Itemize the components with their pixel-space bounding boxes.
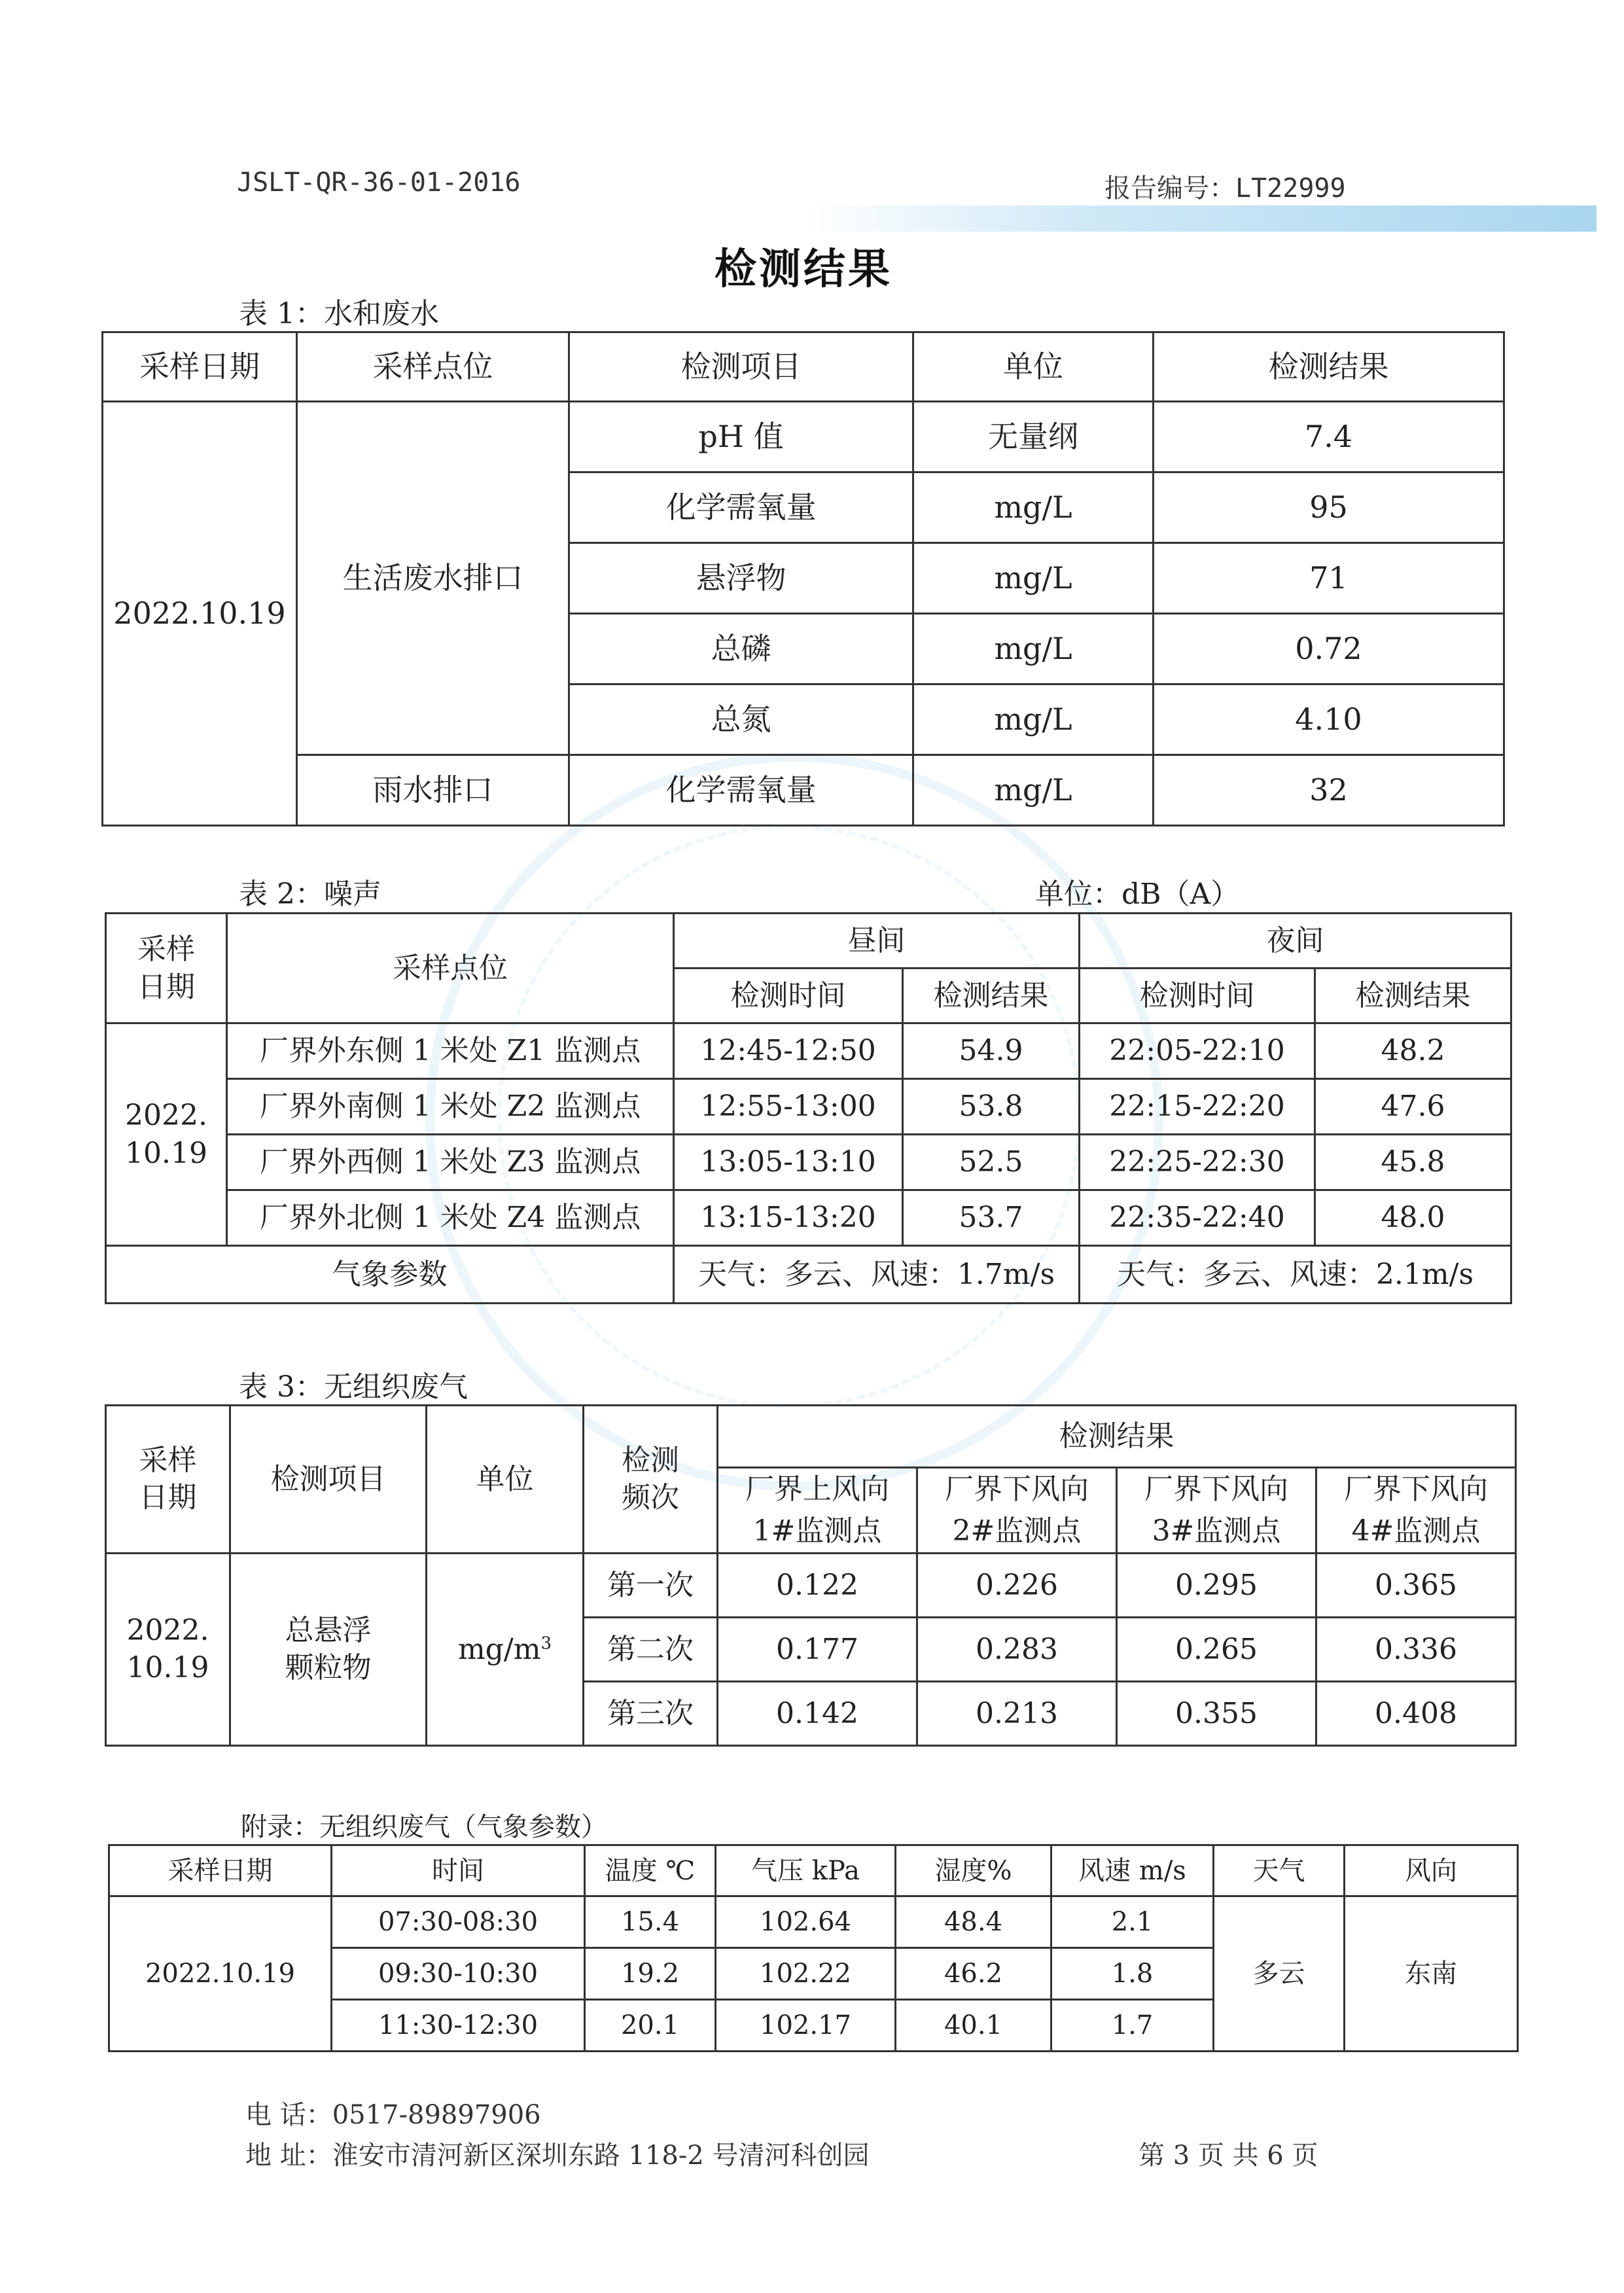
footer-address: 地 址：淮安市清河新区深圳东路 118-2 号清河科创园: [245, 2141, 870, 2171]
result: 71: [1154, 543, 1504, 614]
day-time: 12:45-12:50: [674, 1023, 903, 1079]
wind-direction: 东南: [1345, 1896, 1518, 2052]
footer-page-number: 第 3 页 共 6 页: [1139, 2141, 1318, 2171]
table3-header-result: 检测结果: [718, 1406, 1516, 1468]
water-table: [101, 331, 1505, 827]
doc-code: JSLT-QR-36-01-2016: [237, 168, 521, 198]
sampling-date: 2022. 10.19: [106, 1553, 230, 1745]
unit: [427, 1553, 584, 1745]
table-row: [106, 1079, 1511, 1135]
weather-day: 天气：多云、风速：1.7m/s: [674, 1246, 1080, 1304]
frequency: 第二次: [584, 1617, 718, 1681]
table-row: [106, 1135, 1511, 1190]
table4-header-cell: 温度 ℃: [585, 1845, 716, 1896]
table-row: [103, 755, 1504, 826]
time-range: 11:30-12:30: [332, 2000, 585, 2052]
result: 0.72: [1154, 614, 1504, 684]
table2-header-day: 昼间: [674, 914, 1080, 969]
wind-speed: 2.1: [1051, 1896, 1214, 1948]
day-time: 13:05-13:10: [674, 1135, 903, 1190]
table3-header-frequency: 检测 频次: [584, 1406, 718, 1554]
result: 0.336: [1316, 1617, 1516, 1681]
table4-header-cell: 湿度%: [896, 1845, 1051, 1896]
site-header: 厂界上风向 1#监测点: [718, 1468, 917, 1554]
site-header: 厂界下风向 2#监测点: [917, 1468, 1117, 1554]
table2-header-row: [106, 914, 1511, 969]
test-item: 化学需氧量: [569, 755, 913, 826]
test-item: 总悬浮 颗粒物: [230, 1553, 427, 1745]
humidity: 48.4: [896, 1896, 1051, 1948]
pressure: 102.64: [716, 1896, 896, 1948]
time-range: 07:30-08:30: [332, 1896, 585, 1948]
test-item: pH 值: [569, 402, 913, 472]
night-result: 48.2: [1315, 1023, 1511, 1079]
sampling-date: 2022.10.19: [109, 1896, 332, 2052]
result: 0.142: [718, 1681, 917, 1745]
day-time: 13:15-13:20: [674, 1190, 903, 1246]
result: 0.213: [917, 1681, 1117, 1745]
result: 7.4: [1154, 402, 1504, 472]
night-time: 22:35-22:40: [1080, 1190, 1315, 1246]
table4-header-cell: 风向: [1345, 1845, 1518, 1896]
test-item: 总磷: [569, 614, 913, 684]
result: 0.365: [1316, 1553, 1516, 1617]
table4-header-cell: 天气: [1214, 1845, 1345, 1896]
table2-header-result: 检测结果: [1315, 969, 1511, 1023]
unit: mg/L: [913, 755, 1154, 826]
table4-header-row: [109, 1845, 1518, 1896]
result: 4.10: [1154, 684, 1504, 755]
table2-header-date: 采样 日期: [106, 914, 227, 1023]
night-result: 45.8: [1315, 1135, 1511, 1190]
table1-header-cell: 检测项目: [569, 332, 913, 402]
temperature: 15.4: [585, 1896, 716, 1948]
sampling-point: 厂界外北侧 1 米处 Z4 监测点: [227, 1190, 674, 1246]
frequency: 第一次: [584, 1553, 718, 1617]
site-header: 厂界下风向 3#监测点: [1117, 1468, 1316, 1554]
table-row: [109, 1896, 1518, 1948]
temperature: 19.2: [585, 1948, 716, 2000]
table2-header-point: 采样点位: [227, 914, 674, 1023]
result: 0.355: [1117, 1681, 1316, 1745]
day-result: 53.7: [903, 1190, 1080, 1246]
table4-caption: 附录：无组织废气（气象参数）: [241, 1812, 607, 1842]
wind-speed: 1.7: [1051, 2000, 1214, 2052]
night-result: 48.0: [1315, 1190, 1511, 1246]
night-time: 22:05-22:10: [1080, 1023, 1315, 1079]
night-time: 22:15-22:20: [1080, 1079, 1315, 1135]
result: 0.408: [1316, 1681, 1516, 1745]
test-item: 总氮: [569, 684, 913, 755]
noise-table: [105, 912, 1512, 1304]
footer-phone: 电 话：0517-89897906: [245, 2100, 541, 2130]
table2-header-time: 检测时间: [1080, 969, 1315, 1023]
result: 0.283: [917, 1617, 1117, 1681]
table1-header-cell: 采样日期: [103, 332, 297, 402]
table1-header-cell: 采样点位: [297, 332, 569, 402]
day-result: 53.8: [903, 1079, 1080, 1135]
sampling-point: 雨水排口: [297, 755, 569, 826]
day-result: 52.5: [903, 1135, 1080, 1190]
time-range: 09:30-10:30: [332, 1948, 585, 2000]
weather: 多云: [1214, 1896, 1345, 2052]
table3-header-item: 检测项目: [230, 1406, 427, 1554]
page-title: 检测结果: [715, 245, 892, 294]
table3-caption: 表 3：无组织废气: [239, 1370, 468, 1404]
table-row: [103, 402, 1504, 472]
table1-caption: 表 1：水和废水: [239, 297, 439, 330]
test-item: 悬浮物: [569, 543, 913, 614]
day-result: 54.9: [903, 1023, 1080, 1079]
table1-header-row: [103, 332, 1504, 402]
temperature: 20.1: [585, 2000, 716, 2052]
result: 32: [1154, 755, 1504, 826]
table2-header-result: 检测结果: [903, 969, 1080, 1023]
site-header: 厂界下风向 4#监测点: [1316, 1468, 1516, 1554]
unit: mg/L: [913, 543, 1154, 614]
night-time: 22:25-22:30: [1080, 1135, 1315, 1190]
result: 0.265: [1117, 1617, 1316, 1681]
report-number: 报告编号：LT22999: [1104, 173, 1346, 204]
table4-header-cell: 时间: [332, 1845, 585, 1896]
table3-header-date: 采样 日期: [106, 1406, 230, 1554]
table4-header-cell: 采样日期: [109, 1845, 332, 1896]
unit-superscript: 3: [540, 1633, 552, 1653]
table2-unit-note: 单位：dB（A）: [1035, 878, 1240, 911]
table-row: [106, 1190, 1511, 1246]
weather-label: 气象参数: [106, 1246, 674, 1304]
table2-caption: 表 2：噪声: [239, 878, 381, 911]
table-row: [106, 1553, 1516, 1617]
table2-weather-row: [106, 1246, 1511, 1304]
result: 0.226: [917, 1553, 1117, 1617]
sampling-point: 厂界外东侧 1 米处 Z1 监测点: [227, 1023, 674, 1079]
table4-header-cell: 风速 m/s: [1051, 1845, 1214, 1896]
table3-header-unit: 单位: [427, 1406, 584, 1554]
wind-speed: 1.8: [1051, 1948, 1214, 2000]
unit: mg/L: [913, 684, 1154, 755]
fugitive-gas-table: [105, 1404, 1517, 1747]
header-color-band: [805, 205, 1597, 232]
table2-header-time: 检测时间: [674, 969, 903, 1023]
humidity: 40.1: [896, 2000, 1051, 2052]
sampling-point: 厂界外西侧 1 米处 Z3 监测点: [227, 1135, 674, 1190]
sampling-date: 2022. 10.19: [106, 1023, 227, 1246]
table3-header-row: [106, 1406, 1516, 1468]
result: 0.177: [718, 1617, 917, 1681]
table4-header-cell: 气压 kPa: [716, 1845, 896, 1896]
sampling-point: 厂界外南侧 1 米处 Z2 监测点: [227, 1079, 674, 1135]
night-result: 47.6: [1315, 1079, 1511, 1135]
pressure: 102.22: [716, 1948, 896, 2000]
table1-header-cell: 单位: [913, 332, 1154, 402]
table1-header-cell: 检测结果: [1154, 332, 1504, 402]
weather-appendix-table: [108, 1844, 1519, 2052]
unit: 无量纲: [913, 402, 1154, 472]
humidity: 46.2: [896, 1948, 1051, 2000]
table-row: [106, 1023, 1511, 1079]
result: 0.295: [1117, 1553, 1316, 1617]
unit: mg/L: [913, 614, 1154, 684]
unit-base: mg/m: [458, 1632, 541, 1666]
result: 95: [1154, 472, 1504, 543]
result: 0.122: [718, 1553, 917, 1617]
day-time: 12:55-13:00: [674, 1079, 903, 1135]
table2-header-night: 夜间: [1080, 914, 1511, 969]
test-item: 化学需氧量: [569, 472, 913, 543]
sampling-date: 2022.10.19: [103, 402, 297, 826]
frequency: 第三次: [584, 1681, 718, 1745]
sampling-point: 生活废水排口: [297, 402, 569, 755]
unit: mg/L: [913, 472, 1154, 543]
weather-night: 天气：多云、风速：2.1m/s: [1080, 1246, 1511, 1304]
pressure: 102.17: [716, 2000, 896, 2052]
